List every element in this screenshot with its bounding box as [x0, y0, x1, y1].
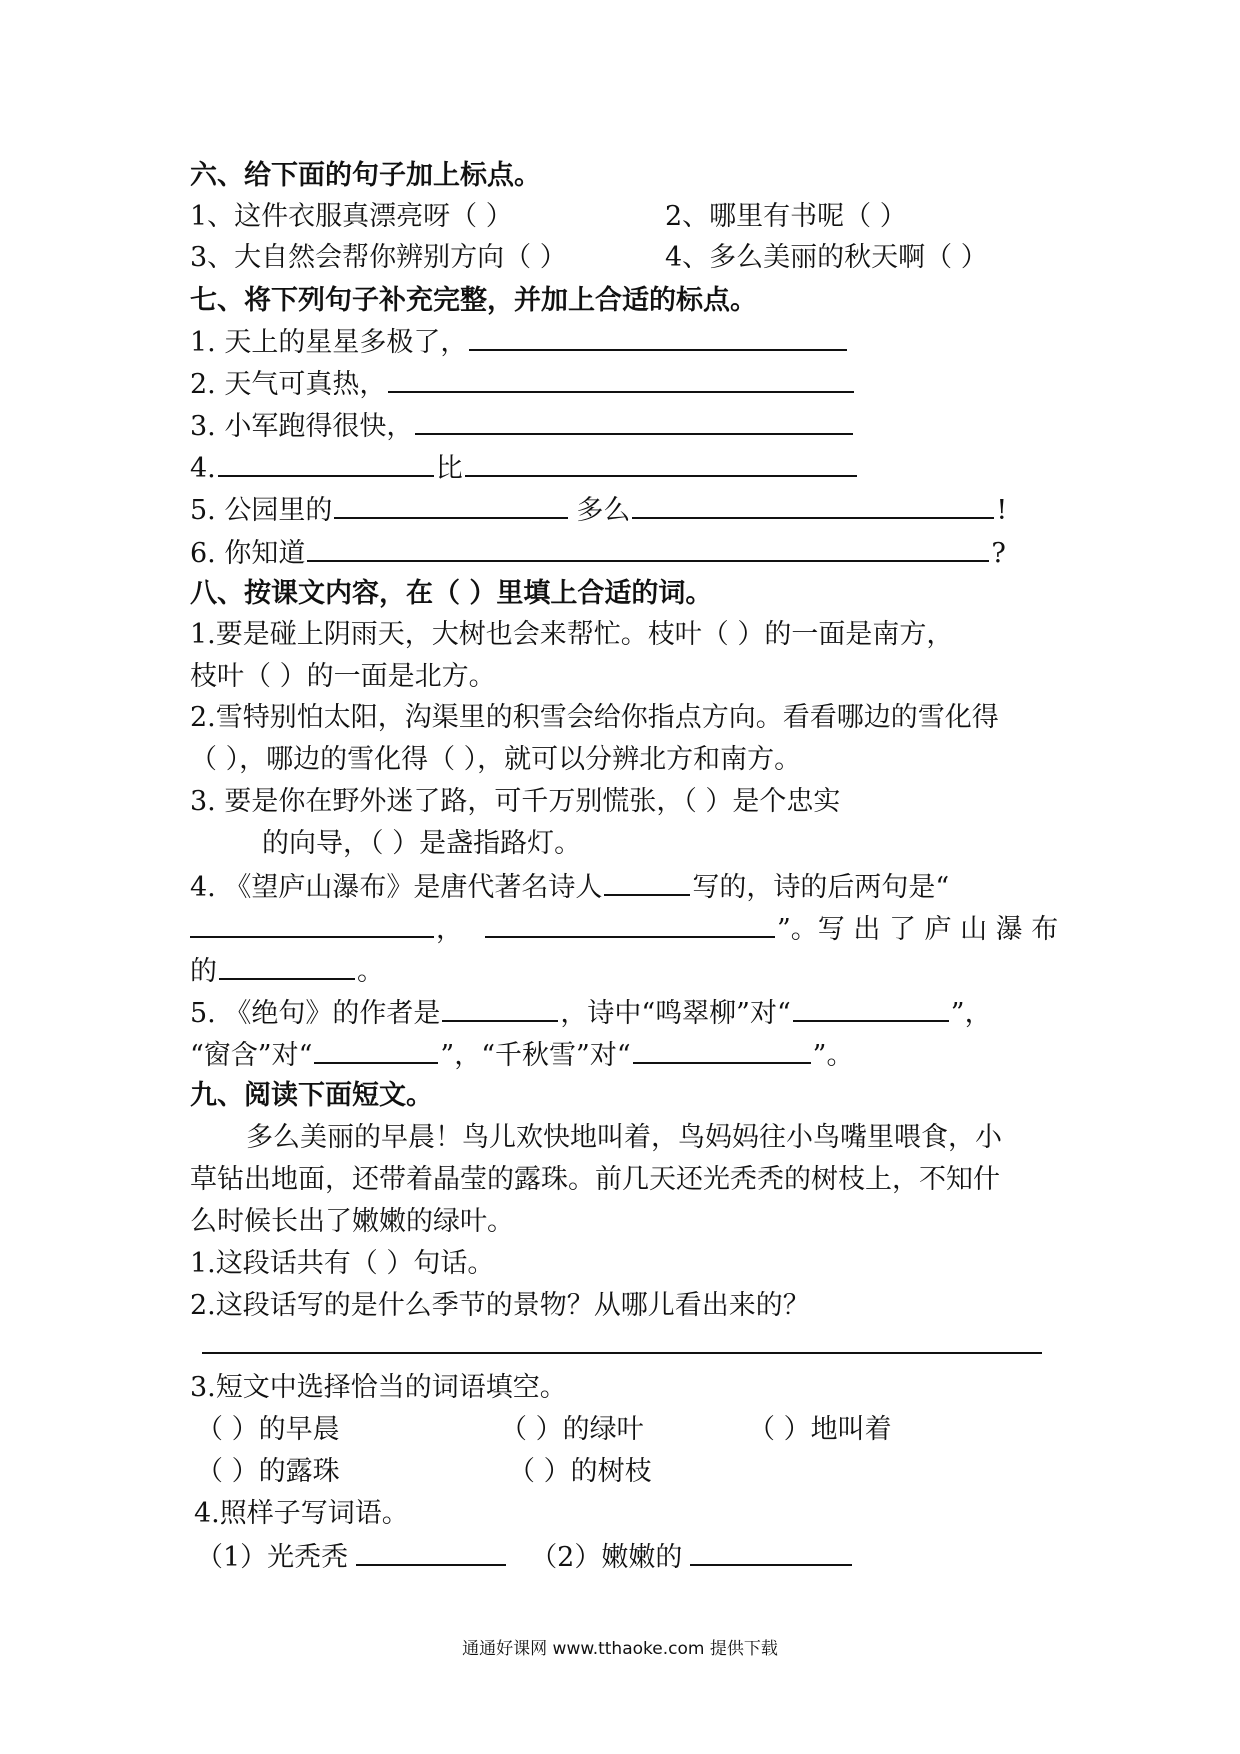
s7-q5-mid: 多么 — [576, 495, 631, 526]
s9-fill-1: （ ）的早晨 — [196, 1414, 340, 1445]
s7-q3 — [190, 407, 855, 445]
s9-fill-2: （ ）的绿叶 — [500, 1414, 644, 1445]
section-8-title: 八、按课文内容，在（ ）里填上合适的词。 — [190, 578, 713, 609]
s7-q1 — [190, 323, 849, 361]
s7-q4-blank-1[interactable] — [218, 449, 434, 477]
s8-q4-comma: ， — [436, 914, 463, 945]
s8-q4-desc-blank[interactable] — [219, 952, 355, 980]
s7-q1-blank[interactable] — [469, 323, 847, 351]
s8-q5-line2 — [190, 1036, 853, 1074]
s9-q4-blank-2[interactable] — [690, 1538, 852, 1566]
s9-passage-line-3: 么时候长出了嫩嫩的绿叶。 — [190, 1206, 514, 1237]
s7-q5-blank-1[interactable] — [334, 491, 568, 519]
s9-q3: 3.短文中选择恰当的词语填空。 — [190, 1372, 567, 1403]
section-9-title: 九、阅读下面短文。 — [190, 1080, 433, 1111]
s8-q1b: 枝叶（ ）的一面是北方。 — [190, 661, 496, 692]
s8-q4-line3 — [190, 952, 384, 990]
s8-q4-poet-blank[interactable] — [604, 868, 690, 896]
s8-q5-text-4: “窗含”对“ — [190, 1040, 313, 1071]
s8-q3b: 的向导，（ ）是盏指路灯。 — [262, 828, 582, 859]
s7-q5-blank-2[interactable] — [632, 491, 994, 519]
section-7-title: 七、将下列句子补充完整，并加上合适的标点。 — [190, 285, 757, 316]
s7-q4-mid: 比 — [435, 453, 463, 484]
s9-q2: 2.这段话写的是什么季节的景物？从哪儿看出来的？ — [190, 1290, 810, 1321]
s8-q4-verse-blank-2[interactable] — [485, 910, 775, 938]
s7-q2 — [190, 365, 856, 403]
s8-q5-text: 5. 《绝句》的作者是 — [190, 998, 441, 1029]
s8-q5 — [190, 994, 992, 1032]
s8-q4-text: 4. 《望庐山瀑布》是唐代著名诗人 — [190, 872, 603, 903]
s7-q2-text: 2. 天气可真热， — [190, 369, 387, 400]
s8-q4-text-2: 写的，诗的后两句是“ — [692, 872, 950, 903]
s8-q5-text-2: ，诗中“鸣翠柳”对“ — [560, 998, 791, 1029]
s8-q2b: （ ），哪边的雪化得（ ），就可以分辨北方和南方。 — [190, 744, 802, 775]
s8-q5-blank-2[interactable] — [314, 1036, 438, 1064]
s6-q4: 4、多么美丽的秋天啊（ ） — [665, 242, 988, 273]
s7-q6-blank[interactable] — [307, 534, 989, 562]
s7-q2-blank[interactable] — [388, 365, 854, 393]
s9-passage-line-2: 草钻出地面，还带着晶莹的露珠。前几天还光秃秃的树枝上，不知什 — [190, 1164, 1000, 1195]
s9-fill-4: （ ）的露珠 — [196, 1456, 340, 1487]
s9-q1: 1.这段话共有（ ）句话。 — [190, 1248, 495, 1279]
s7-q6 — [190, 534, 1006, 572]
s7-q6-text: 6. 你知道 — [190, 538, 306, 569]
s9-q4: 4.照样子写词语。 — [194, 1498, 409, 1529]
s8-q2a: 2.雪特别怕太阳，沟渠里的积雪会给你指点方向。看看哪边的雪化得 — [190, 702, 999, 733]
s7-q3-blank[interactable] — [415, 407, 853, 435]
s8-q4-text-3: ”。写 出 了 庐 山 瀑 布 — [777, 914, 1059, 945]
s7-q1-text: 1. 天上的星星多极了， — [190, 327, 468, 358]
s7-q3-text: 3. 小军跑得很快， — [190, 411, 414, 442]
s9-fill-5: （ ）的树枝 — [508, 1456, 652, 1487]
s8-q5-blank-3[interactable] — [633, 1036, 811, 1064]
s8-q5-blank-1[interactable] — [793, 994, 949, 1022]
s9-passage-line-1: 多么美丽的早晨！鸟儿欢快地叫着，鸟妈妈往小鸟嘴里喂食，小 — [246, 1122, 1002, 1153]
s7-q4-num: 4. — [190, 453, 216, 484]
s6-q2: 2、哪里有书呢（ ） — [665, 201, 907, 232]
s8-q5-author-blank[interactable] — [442, 994, 558, 1022]
s7-q5 — [190, 491, 1007, 529]
s8-q5-text-5: ”，“千秋雪”对“ — [440, 1040, 631, 1071]
s8-q1a: 1.要是碰上阴雨天，大树也会来帮忙。枝叶（ ）的一面是南方， — [190, 619, 954, 650]
s8-q4 — [190, 868, 949, 906]
s8-q5-text-6: ”。 — [812, 1040, 854, 1071]
s8-q4-verse-blank-1[interactable] — [190, 910, 434, 938]
s8-q4-period: 。 — [357, 956, 384, 987]
s7-q5-text: 5. 公园里的 — [190, 495, 333, 526]
s6-q3: 3、大自然会帮你辨别方向（ ） — [190, 242, 567, 273]
s9-fill-3: （ ）地叫着 — [748, 1414, 892, 1445]
s8-q3a: 3. 要是你在野外迷了路，可千万别慌张，（ ）是个忠实 — [190, 786, 841, 817]
s7-q5-end: ! — [996, 495, 1008, 526]
s8-q4-line2 — [190, 910, 1058, 948]
s7-q4-blank-2[interactable] — [465, 449, 857, 477]
s9-q2-answer-line[interactable] — [202, 1352, 1042, 1354]
footer-credit: 通通好课网 www.tthaoke.com 提供下载 — [462, 1639, 778, 1659]
s8-q4-de: 的 — [190, 956, 217, 987]
s7-q6-end: ? — [991, 538, 1006, 569]
s9-q4-example-1: （1）光秃秃 — [196, 1542, 349, 1573]
s8-q5-text-3: ”， — [950, 998, 992, 1029]
s7-q4 — [190, 449, 859, 487]
s6-q1: 1、这件衣服真漂亮呀（ ） — [190, 201, 513, 232]
s9-q4-example-2: （2）嫩嫩的 — [530, 1542, 683, 1573]
s9-q4-blank-1[interactable] — [356, 1538, 506, 1566]
section-6-title: 六、给下面的句子加上标点。 — [190, 160, 541, 191]
s9-q4-examples — [196, 1538, 854, 1576]
